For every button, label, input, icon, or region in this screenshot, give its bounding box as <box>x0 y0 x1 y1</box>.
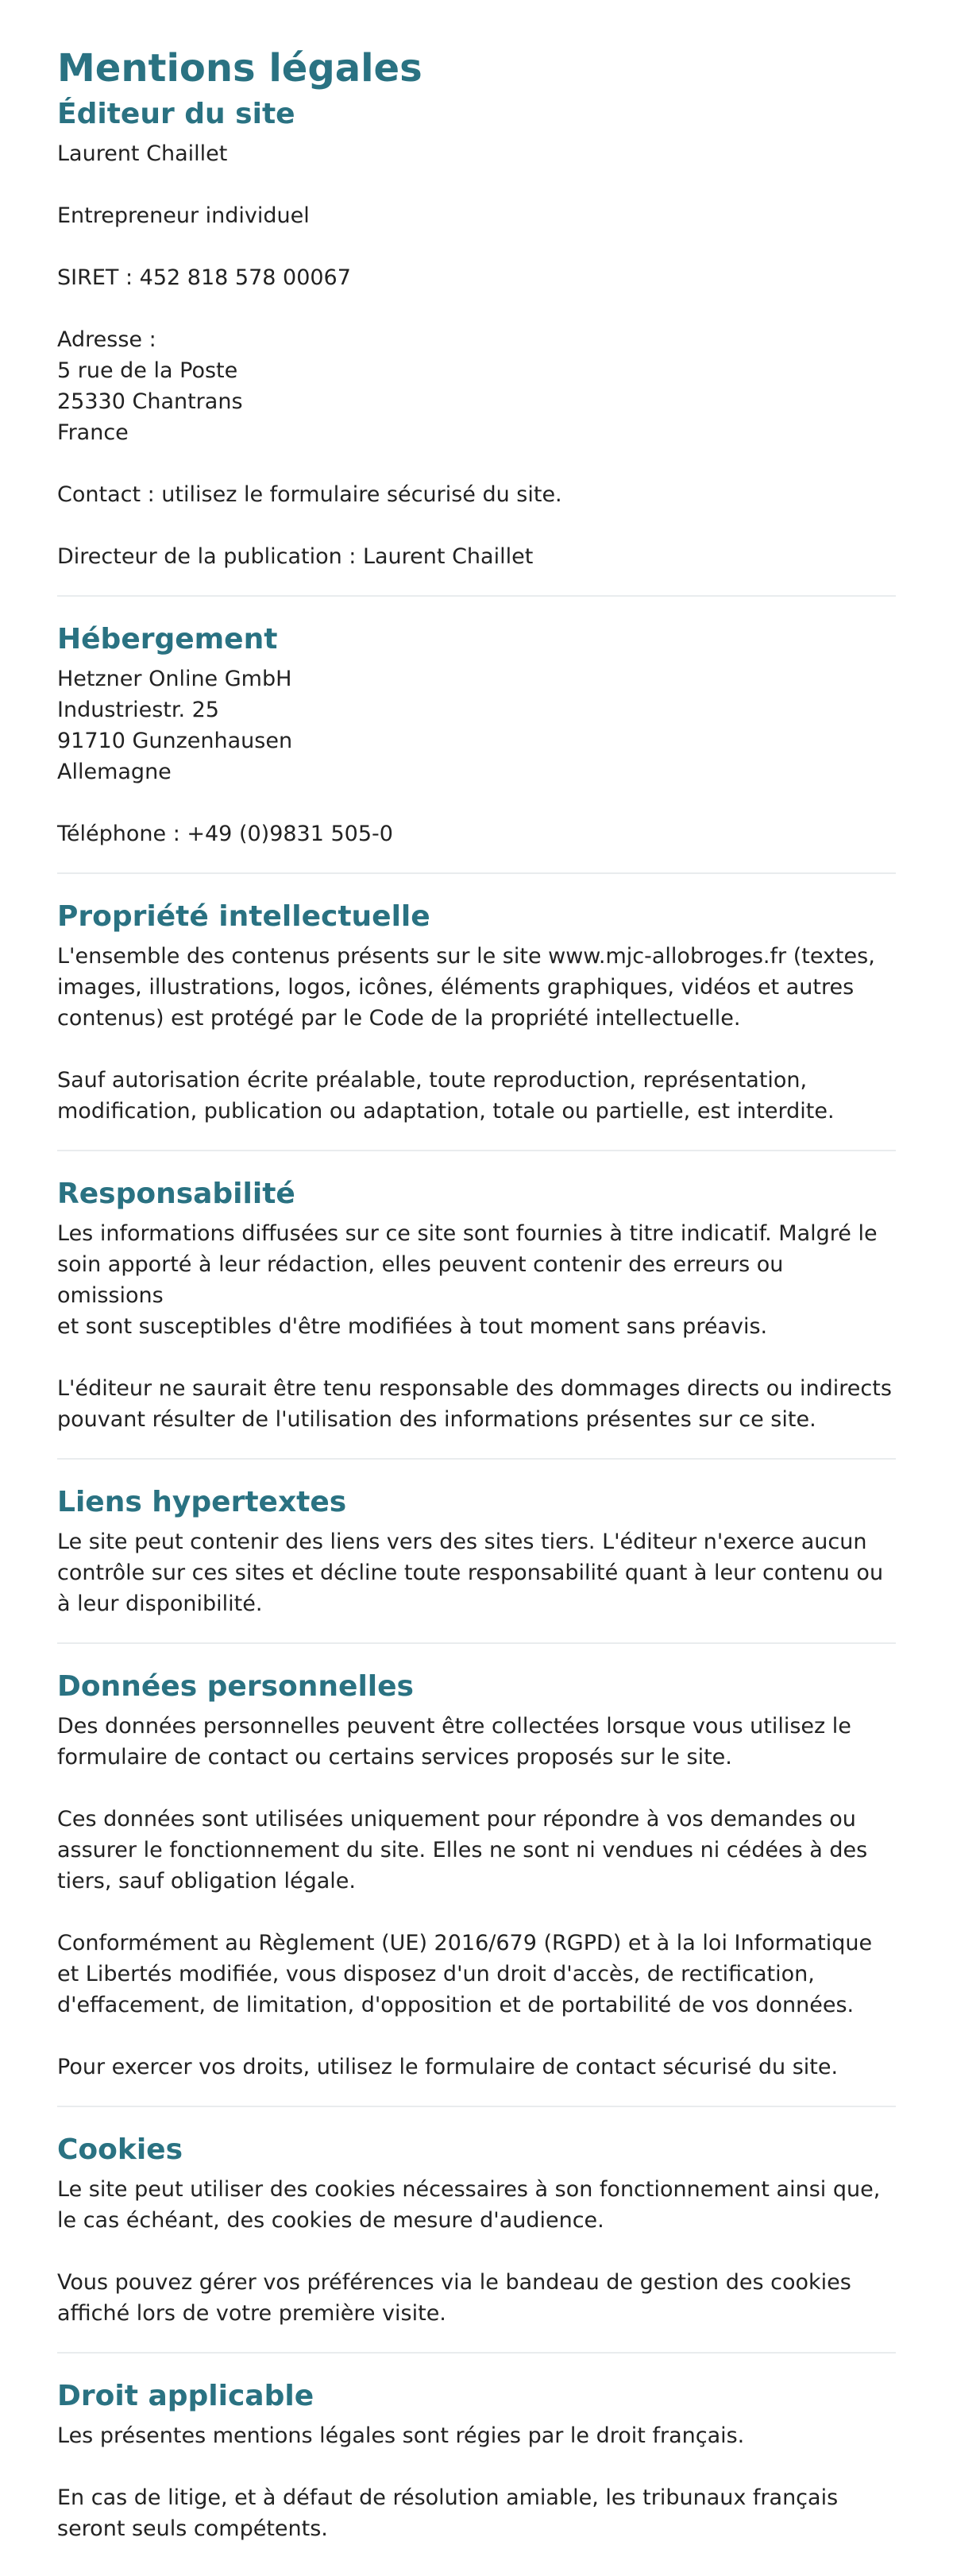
section-paragraph: Entrepreneur individuel <box>57 203 310 228</box>
section-paragraph: Hetzner Online GmbH Industriestr. 25 91710 Gunzenhausen Allemagne <box>57 667 293 784</box>
section-paragraph: Les présentes mentions légales sont régies par le droit français. <box>57 2423 745 2448</box>
section-heading: Données personnelles <box>57 1670 414 1703</box>
sections-container <box>57 97 896 2544</box>
section-paragraph: L'ensemble des contenus présents sur le site www.mjc-allobroges.fr (textes, images, illustrations, logos, icônes, éléments graphiques, vidéos et autres contenus) est protégé par le Code de la propriété intellectuelle. <box>57 944 875 1031</box>
section-divider <box>57 2106 896 2107</box>
section-paragraph: Le site peut utiliser des cookies nécessaires à son fonctionnement ainsi que, le cas échéant, des cookies de mesure d'audience. <box>57 2177 881 2233</box>
section-paragraph: Sauf autorisation écrite préalable, toute reproduction, représentation, modification, publication ou adaptation, totale ou partielle, est interdite. <box>57 1068 835 1124</box>
section-heading: Éditeur du site <box>57 98 295 130</box>
legal-section <box>57 1485 896 1619</box>
section-heading: Propriété intellectuelle <box>57 900 430 933</box>
section-paragraph: Directeur de la publication : Laurent Chaillet <box>57 544 534 569</box>
section-paragraph: Le site peut contenir des liens vers des sites tiers. L'éditeur n'exerce aucun contrôle sur ces sites et décline toute responsabilité quant à leur contenu ou à leur disponibilité. <box>57 1530 884 1616</box>
section-heading: Droit applicable <box>57 2380 314 2412</box>
section-divider <box>57 1150 896 1151</box>
section-paragraph: Contact : utilisez le formulaire sécurisé du site. <box>57 482 562 507</box>
section-paragraph: Les informations diffusées sur ce site sont fournies à titre indicatif. Malgré le soin apporté à leur rédaction, elles peuvent contenir des erreurs ou omissions et sont susceptibles d'être modifiées à tout moment sans préavis. <box>57 1221 878 1339</box>
section-heading: Responsabilité <box>57 1178 295 1210</box>
section-divider <box>57 1458 896 1460</box>
section-divider <box>57 1642 896 1644</box>
section-paragraph: Vous pouvez gérer vos préférences via le bandeau de gestion des cookies affiché lors de votre première visite. <box>57 2270 851 2326</box>
section-paragraph: L'éditeur ne saurait être tenu responsable des dommages directs ou indirects pouvant résulter de l'utilisation des informations présentes sur ce site. <box>57 1376 892 1432</box>
section-paragraph: Laurent Chaillet <box>57 141 228 166</box>
page-title: Mentions légales <box>57 46 422 91</box>
legal-section <box>57 2379 896 2544</box>
section-heading: Liens hypertextes <box>57 1486 347 1518</box>
section-paragraph: Ces données sont utilisées uniquement pour répondre à vos demandes ou assurer le fonctionnement du site. Elles ne sont ni vendues ni cédées à des tiers, sauf obligation légale. <box>57 1807 868 1893</box>
section-paragraph: Adresse : 5 rue de la Poste 25330 Chantrans France <box>57 327 243 445</box>
legal-section <box>57 2133 896 2329</box>
section-paragraph: Conformément au Règlement (UE) 2016/679 (RGPD) et à la loi Informatique et Libertés modifiée, vous disposez d'un droit d'accès, de rectification, d'effacement, de limitation, d'opposition et de portabilité de vos données. <box>57 1931 873 2017</box>
section-paragraph: En cas de litige, et à défaut de résolution amiable, les tribunaux français seront seuls compétents. <box>57 2485 839 2541</box>
section-divider <box>57 595 896 597</box>
legal-section <box>57 1177 896 1435</box>
section-heading: Cookies <box>57 2133 183 2166</box>
section-divider <box>57 2352 896 2354</box>
section-paragraph: Téléphone : +49 (0)9831 505-0 <box>57 822 393 846</box>
legal-section <box>57 1669 896 2083</box>
legal-section <box>57 97 896 572</box>
section-heading: Hébergement <box>57 623 278 656</box>
section-paragraph: Pour exercer vos droits, utilisez le formulaire de contact sécurisé du site. <box>57 2055 839 2079</box>
legal-section <box>57 899 896 1127</box>
legal-section <box>57 622 896 849</box>
section-paragraph: SIRET : 452 818 578 00067 <box>57 265 351 290</box>
section-divider <box>57 872 896 874</box>
section-paragraph: Des données personnelles peuvent être collectées lorsque vous utilisez le formulaire de contact ou certains services proposés sur le site. <box>57 1714 851 1770</box>
